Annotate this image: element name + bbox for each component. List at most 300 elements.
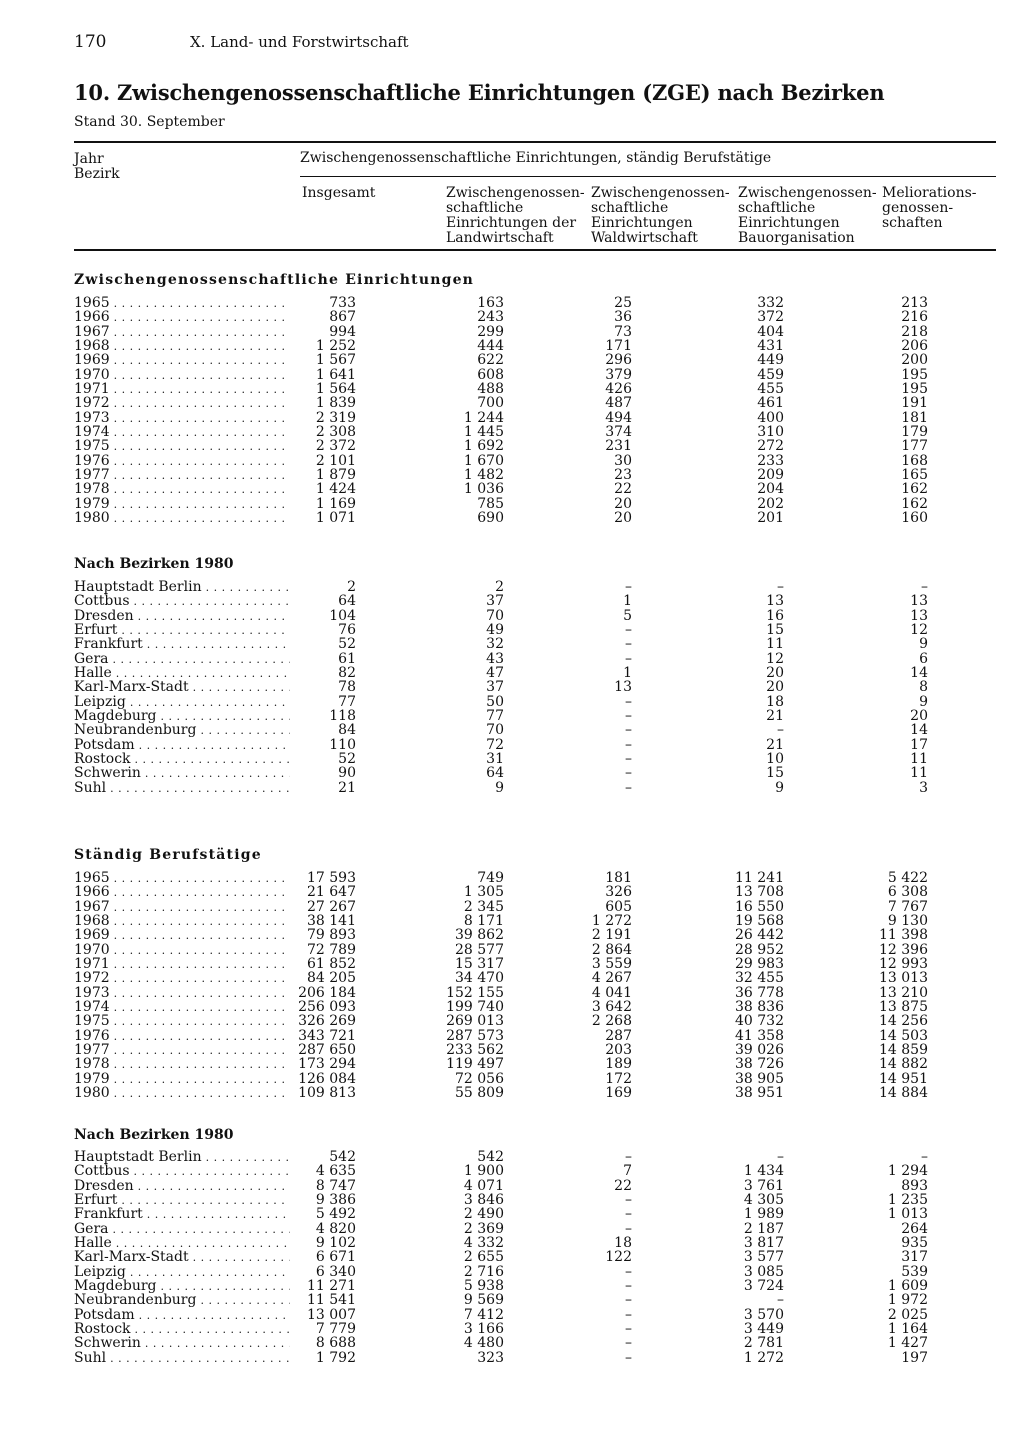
value-melioration: 213: [901, 295, 928, 311]
value-total: 2 101: [315, 452, 356, 469]
spanning-header-rule: [300, 176, 996, 177]
value-forestry: –: [625, 736, 632, 753]
value-forestry: –: [625, 1149, 632, 1165]
row-label: 1968 . . .: [74, 914, 290, 929]
value-agriculture: 72 056: [455, 1070, 504, 1087]
value-total: 1 792: [315, 1349, 356, 1366]
value-forestry: –: [625, 1335, 632, 1352]
table-row: [74, 957, 996, 971]
value-agriculture: 7 412: [463, 1306, 504, 1323]
value-construction: 20: [766, 665, 784, 682]
value-forestry: –: [625, 1278, 632, 1295]
value-forestry: 23: [614, 467, 632, 484]
value-forestry: 1 272: [591, 913, 632, 930]
table-row: [74, 339, 996, 353]
value-construction: 400: [757, 409, 784, 426]
value-construction: 13: [766, 593, 784, 610]
row-label: 1966 . . .: [74, 310, 290, 325]
value-forestry: 1: [623, 665, 632, 682]
value-melioration: 1 164: [887, 1321, 928, 1338]
page-number: 170: [74, 32, 107, 52]
table-row: [74, 353, 996, 367]
value-total: 78: [338, 679, 356, 696]
value-total: 733: [329, 295, 356, 311]
table-row: [74, 1207, 996, 1221]
value-forestry: –: [625, 1263, 632, 1280]
value-construction: 3 577: [743, 1249, 784, 1266]
value-total: 104: [329, 607, 356, 624]
column-header-line: Waldwirtschaft: [591, 230, 698, 246]
value-construction: 1 989: [743, 1206, 784, 1223]
value-total: 6 340: [315, 1263, 356, 1280]
value-melioration: 11: [910, 751, 928, 768]
table-row: [74, 1322, 996, 1336]
table-row: [74, 580, 996, 594]
value-construction: 404: [757, 323, 784, 340]
value-total: 82: [338, 665, 356, 682]
value-melioration: 9: [919, 693, 928, 710]
value-forestry: 181: [605, 870, 632, 886]
value-agriculture: 39 862: [455, 927, 504, 944]
value-melioration: 2 025: [887, 1306, 928, 1323]
value-melioration: 7 767: [887, 898, 928, 915]
value-melioration: 191: [901, 395, 928, 412]
table-row: [74, 482, 996, 496]
value-agriculture: 1 482: [463, 467, 504, 484]
value-construction: 39 026: [735, 1042, 784, 1059]
value-total: 2: [347, 579, 356, 595]
row-label: Karl-Marx-Stadt . . .: [74, 680, 290, 695]
value-construction: 26 442: [735, 927, 784, 944]
value-forestry: –: [625, 1292, 632, 1309]
column-header-line: Zwischengenossen-: [446, 185, 585, 201]
value-melioration: 12 396: [879, 941, 928, 958]
value-forestry: –: [625, 722, 632, 739]
value-total: 38 141: [307, 913, 356, 930]
row-label: Potsdam . . .: [74, 738, 290, 753]
value-agriculture: 15 317: [455, 956, 504, 973]
value-total: 110: [329, 736, 356, 753]
value-agriculture: 323: [477, 1349, 504, 1366]
value-total: 9 102: [315, 1235, 356, 1252]
row-label: Magdeburg . . .: [74, 1279, 290, 1294]
value-forestry: 1: [623, 593, 632, 610]
row-label: Schwerin . . .: [74, 1336, 290, 1351]
row-label: 1980 . . .: [74, 1086, 290, 1101]
value-agriculture: 70: [486, 607, 504, 624]
value-melioration: 5 422: [887, 870, 928, 886]
value-construction: 36 778: [735, 984, 784, 1001]
row-label: Frankfurt . . .: [74, 637, 290, 652]
value-total: 1 169: [315, 495, 356, 512]
row-header: [74, 152, 120, 182]
value-forestry: 36: [614, 309, 632, 326]
value-melioration: 893: [901, 1177, 928, 1194]
value-agriculture: 4 480: [463, 1335, 504, 1352]
row-label: Schwerin . . .: [74, 766, 290, 781]
row-label: 1979 . . .: [74, 497, 290, 512]
value-forestry: 30: [614, 452, 632, 469]
value-construction: 13 708: [735, 884, 784, 901]
value-agriculture: 28 577: [455, 941, 504, 958]
value-forestry: 172: [605, 1070, 632, 1087]
value-total: 1 641: [315, 366, 356, 383]
value-forestry: 4 267: [591, 970, 632, 987]
table-row: [74, 738, 996, 752]
value-forestry: 3 559: [591, 956, 632, 973]
value-melioration: 1 609: [887, 1278, 928, 1295]
table-row: [74, 1293, 996, 1307]
column-header-construction: [738, 186, 877, 246]
value-construction: 19 568: [735, 913, 784, 930]
value-construction: 201: [757, 510, 784, 527]
row-label: Halle . . .: [74, 666, 290, 681]
value-construction: 455: [757, 381, 784, 398]
column-header-line: genossen-: [882, 200, 954, 216]
value-agriculture: 608: [477, 366, 504, 383]
row-label: 1965 . . .: [74, 296, 290, 311]
value-melioration: 317: [901, 1249, 928, 1266]
value-forestry: 13: [614, 679, 632, 696]
row-label: Cottbus . . .: [74, 594, 290, 609]
value-total: 9 386: [315, 1192, 356, 1209]
row-label: Cottbus . . .: [74, 1164, 290, 1179]
value-agriculture: 269 013: [446, 1013, 504, 1030]
value-forestry: –: [625, 779, 632, 796]
value-construction: 209: [757, 467, 784, 484]
row-label: Suhl . . .: [74, 1351, 290, 1366]
value-total: 867: [329, 309, 356, 326]
table-row: [74, 396, 996, 410]
value-total: 8 747: [315, 1177, 356, 1194]
value-agriculture: 700: [477, 395, 504, 412]
value-agriculture: 55 809: [455, 1085, 504, 1102]
value-melioration: 14 859: [879, 1042, 928, 1059]
table-row: [74, 766, 996, 780]
value-melioration: 1 013: [887, 1206, 928, 1223]
value-melioration: 539: [901, 1263, 928, 1280]
row-label: 1974 . . .: [74, 1000, 290, 1015]
running-header: [74, 32, 409, 52]
value-forestry: 494: [605, 409, 632, 426]
value-melioration: 168: [901, 452, 928, 469]
value-forestry: –: [625, 1321, 632, 1338]
table-title: 10. Zwischengenossenschaftliche Einrichtungen (ZGE) nach Bezirken: [74, 80, 885, 105]
value-total: 79 893: [307, 927, 356, 944]
value-construction: 459: [757, 366, 784, 383]
table-row: [74, 1250, 996, 1264]
value-agriculture: 72: [486, 736, 504, 753]
value-melioration: 179: [901, 424, 928, 441]
column-header-line: Einrichtungen: [738, 215, 840, 231]
value-forestry: –: [625, 1306, 632, 1323]
column-header-line: Bauorganisation: [738, 230, 855, 246]
value-total: 287 650: [298, 1042, 356, 1059]
value-total: 4 635: [315, 1163, 356, 1180]
value-construction: 332: [757, 295, 784, 311]
row-label: 1968 . . .: [74, 339, 290, 354]
value-agriculture: 119 497: [446, 1056, 504, 1073]
value-agriculture: 64: [486, 765, 504, 782]
value-forestry: 20: [614, 510, 632, 527]
value-agriculture: 4 071: [463, 1177, 504, 1194]
value-construction: –: [777, 1149, 784, 1165]
value-melioration: 195: [901, 381, 928, 398]
value-construction: 3 817: [743, 1235, 784, 1252]
row-label: Neubrandenburg . . .: [74, 1293, 290, 1308]
value-melioration: 12 993: [879, 956, 928, 973]
value-agriculture: 1 692: [463, 438, 504, 455]
table-row: [74, 382, 996, 396]
value-agriculture: 749: [477, 870, 504, 886]
table-row: [74, 325, 996, 339]
value-agriculture: 8 171: [463, 913, 504, 930]
value-melioration: 162: [901, 495, 928, 512]
row-header-district: Bezirk: [74, 166, 120, 182]
value-construction: 16 550: [735, 898, 784, 915]
value-total: 5 492: [315, 1206, 356, 1223]
value-melioration: 1 294: [887, 1163, 928, 1180]
table-row: [74, 781, 996, 795]
value-melioration: 218: [901, 323, 928, 340]
row-label: 1970 . . .: [74, 368, 290, 383]
column-header-line: Zwischengenossen-: [591, 185, 730, 201]
row-label: Hauptstadt Berlin . . .: [74, 580, 290, 595]
value-construction: 1 272: [743, 1349, 784, 1366]
value-construction: 202: [757, 495, 784, 512]
value-forestry: 203: [605, 1042, 632, 1059]
value-agriculture: 690: [477, 510, 504, 527]
value-agriculture: 70: [486, 722, 504, 739]
value-agriculture: 5 938: [463, 1278, 504, 1295]
value-total: 52: [338, 751, 356, 768]
table-row: [74, 296, 996, 310]
value-total: 17 593: [307, 870, 356, 886]
value-construction: 272: [757, 438, 784, 455]
value-construction: 3 761: [743, 1177, 784, 1194]
value-forestry: 122: [605, 1249, 632, 1266]
value-forestry: 379: [605, 366, 632, 383]
value-melioration: 195: [901, 366, 928, 383]
column-header-line: schaftliche: [446, 200, 524, 216]
row-label: Gera . . .: [74, 1222, 290, 1237]
value-construction: 21: [766, 736, 784, 753]
value-forestry: 426: [605, 381, 632, 398]
value-total: 118: [329, 708, 356, 725]
table-row: [74, 871, 996, 885]
value-forestry: –: [625, 751, 632, 768]
value-forestry: –: [625, 1349, 632, 1366]
value-forestry: –: [625, 1192, 632, 1209]
value-construction: 16: [766, 607, 784, 624]
table-subtitle: Stand 30. September: [74, 114, 225, 130]
value-construction: 204: [757, 481, 784, 498]
value-total: 90: [338, 765, 356, 782]
row-label: 1965 . . .: [74, 871, 290, 886]
section-rows-zge: [74, 296, 996, 526]
value-forestry: –: [625, 650, 632, 667]
value-forestry: 18: [614, 1235, 632, 1252]
value-melioration: 9 130: [887, 913, 928, 930]
value-agriculture: 2 369: [463, 1220, 504, 1237]
chapter-title: X. Land- und Forstwirtschaft: [190, 33, 409, 51]
row-label: 1977 . . .: [74, 468, 290, 483]
value-total: 21 647: [307, 884, 356, 901]
value-forestry: –: [625, 765, 632, 782]
table-row: [74, 723, 996, 737]
row-label: Erfurt . . .: [74, 1193, 290, 1208]
value-construction: –: [777, 579, 784, 595]
row-label: 1970 . . .: [74, 943, 290, 958]
header-bottom-rule: [74, 249, 996, 251]
table-row: [74, 1351, 996, 1365]
value-melioration: 11: [910, 765, 928, 782]
row-label: Gera . . .: [74, 652, 290, 667]
value-construction: 21: [766, 708, 784, 725]
value-construction: 3 724: [743, 1278, 784, 1295]
value-total: 206 184: [298, 984, 356, 1001]
value-construction: 11 241: [735, 870, 784, 886]
row-label: Magdeburg . . .: [74, 709, 290, 724]
row-label: 1973 . . .: [74, 411, 290, 426]
table-row: [74, 695, 996, 709]
value-total: 13 007: [307, 1306, 356, 1323]
value-melioration: 200: [901, 352, 928, 369]
value-total: 1 564: [315, 381, 356, 398]
value-agriculture: 243: [477, 309, 504, 326]
value-total: 109 813: [298, 1085, 356, 1102]
row-label: Leipzig . . .: [74, 695, 290, 710]
value-forestry: –: [625, 622, 632, 639]
value-melioration: 20: [910, 708, 928, 725]
value-construction: 372: [757, 309, 784, 326]
column-header-line: Einrichtungen der: [446, 215, 577, 231]
section-rows-employees: [74, 871, 996, 1101]
value-total: 27 267: [307, 898, 356, 915]
row-label: Karl-Marx-Stadt . . .: [74, 1250, 290, 1265]
value-total: 542: [329, 1149, 356, 1165]
column-header-line: Meliorations-: [882, 185, 977, 201]
section-rows-districts-zge: [74, 580, 996, 795]
value-agriculture: 34 470: [455, 970, 504, 987]
value-construction: 20: [766, 679, 784, 696]
value-construction: –: [777, 722, 784, 739]
value-melioration: 216: [901, 309, 928, 326]
row-label: 1975 . . .: [74, 439, 290, 454]
value-melioration: 12: [910, 622, 928, 639]
table-row: [74, 1265, 996, 1279]
value-forestry: –: [625, 693, 632, 710]
value-construction: 18: [766, 693, 784, 710]
table-row: [74, 914, 996, 928]
value-forestry: –: [625, 579, 632, 595]
value-forestry: 231: [605, 438, 632, 455]
value-construction: 9: [775, 779, 784, 796]
value-construction: 38 951: [735, 1085, 784, 1102]
value-agriculture: 47: [486, 665, 504, 682]
table-row: [74, 680, 996, 694]
value-forestry: 296: [605, 352, 632, 369]
row-label: 1980 . . .: [74, 511, 290, 526]
value-melioration: 1 972: [887, 1292, 928, 1309]
table-row: [74, 1043, 996, 1057]
row-label: Halle . . .: [74, 1236, 290, 1251]
top-rule: [74, 141, 996, 143]
column-header-forestry: [591, 186, 730, 246]
value-agriculture: 199 740: [446, 999, 504, 1016]
document-page: [74, 0, 996, 1449]
table-row: [74, 310, 996, 324]
value-construction: 2 187: [743, 1220, 784, 1237]
value-total: 326 269: [298, 1013, 356, 1030]
table-row: [74, 623, 996, 637]
value-total: 173 294: [298, 1056, 356, 1073]
value-total: 343 721: [298, 1027, 356, 1044]
value-construction: 15: [766, 622, 784, 639]
value-melioration: –: [921, 1149, 928, 1165]
table-row: [74, 986, 996, 1000]
value-forestry: –: [625, 708, 632, 725]
table-row: [74, 1150, 996, 1164]
value-melioration: 17: [910, 736, 928, 753]
value-agriculture: 163: [477, 295, 504, 311]
value-agriculture: 32: [486, 636, 504, 653]
value-forestry: 171: [605, 338, 632, 355]
value-melioration: 11 398: [879, 927, 928, 944]
value-melioration: 177: [901, 438, 928, 455]
value-total: 4 820: [315, 1220, 356, 1237]
value-construction: 1 434: [743, 1163, 784, 1180]
value-construction: 12: [766, 650, 784, 667]
value-agriculture: 31: [486, 751, 504, 768]
value-total: 1 071: [315, 510, 356, 527]
row-label: 1978 . . .: [74, 1057, 290, 1072]
value-melioration: 181: [901, 409, 928, 426]
column-header-line: Einrichtungen: [591, 215, 693, 231]
value-agriculture: 43: [486, 650, 504, 667]
value-melioration: 13: [910, 607, 928, 624]
row-label: 1972 . . .: [74, 971, 290, 986]
table-row: [74, 1086, 996, 1100]
value-melioration: 1 427: [887, 1335, 928, 1352]
value-total: 1 567: [315, 352, 356, 369]
row-label: Leipzig . . .: [74, 1265, 290, 1280]
row-label: 1974 . . .: [74, 425, 290, 440]
value-total: 61 852: [307, 956, 356, 973]
value-agriculture: 488: [477, 381, 504, 398]
value-total: 84: [338, 722, 356, 739]
value-forestry: 2 864: [591, 941, 632, 958]
value-total: 126 084: [298, 1070, 356, 1087]
value-melioration: 14: [910, 722, 928, 739]
row-label: Dresden . . .: [74, 609, 290, 624]
column-header-line: Insgesamt: [302, 185, 376, 201]
value-forestry: –: [625, 636, 632, 653]
table-row: [74, 425, 996, 439]
table-row: [74, 928, 996, 942]
column-header-line: schaftliche: [738, 200, 816, 216]
value-agriculture: 2 345: [463, 898, 504, 915]
row-label: 1969 . . .: [74, 353, 290, 368]
value-construction: 41 358: [735, 1027, 784, 1044]
value-construction: 461: [757, 395, 784, 412]
value-melioration: –: [921, 579, 928, 595]
value-agriculture: 37: [486, 679, 504, 696]
value-total: 1 879: [315, 467, 356, 484]
value-forestry: 189: [605, 1056, 632, 1073]
value-melioration: 14: [910, 665, 928, 682]
table-row: [74, 1164, 996, 1178]
